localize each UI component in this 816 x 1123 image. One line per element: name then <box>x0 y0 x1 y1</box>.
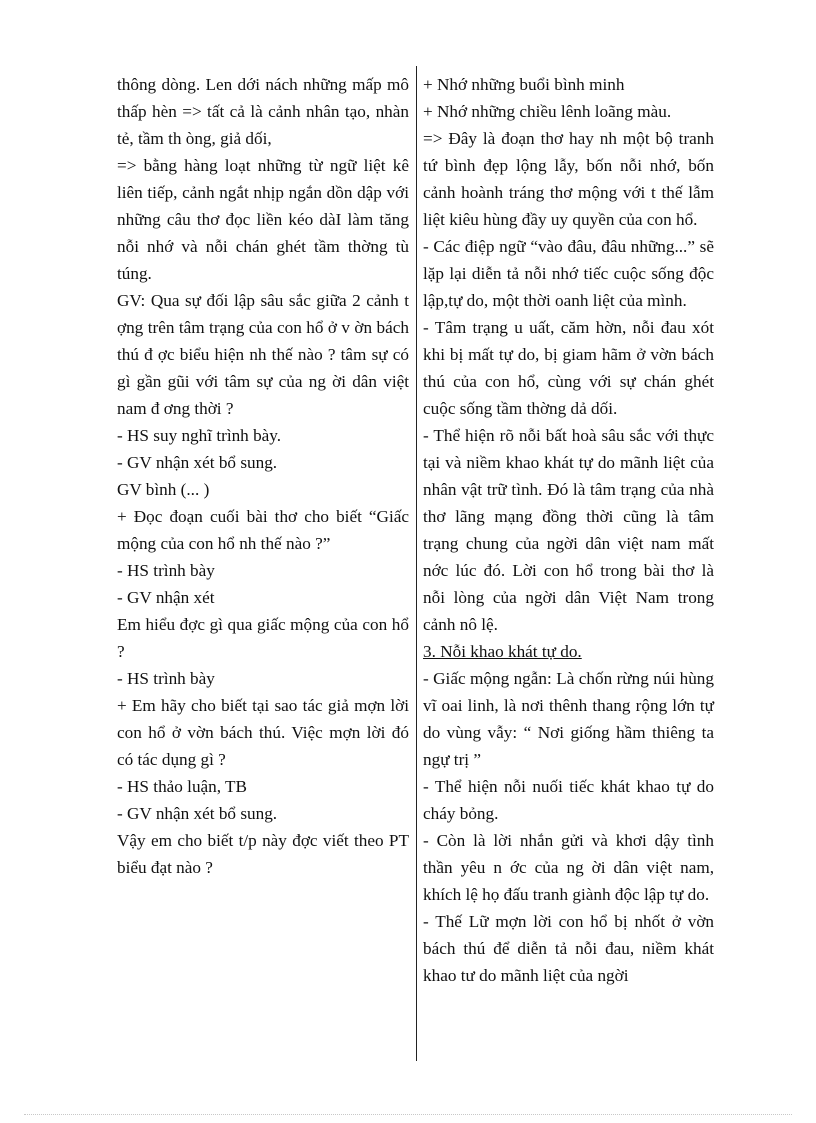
paragraph: + Nhớ những chiều lênh loãng màu. <box>423 102 672 121</box>
paragraph: + Đọc đoạn cuối bài thơ cho biết “Giấc mộng của con hổ nh thế nào ?” <box>117 507 409 553</box>
paragraph: - Giấc mộng ngẫn: Là chốn rừng núi hùng vĩ oai linh, là nơi thênh thang rộng lớn tự do vùng vẫy: “ Nơi giống hầm thiêng ta ngự trị ” <box>423 669 714 769</box>
paragraph: => Đây là đoạn thơ hay nh một bộ tranh tứ bình đẹp lộng lẫy, bốn nỗi nhớ, bốn cảnh hoành tráng thơ mộng với t thế lẫm liệt kiêu hùng đầy uy quyền của con hổ. <box>423 129 714 229</box>
paragraph: => bằng hàng loạt những từ ngữ liệt kê liên tiếp, cảnh ngắt nhịp ngắn dồn dập với những câu thơ đọc liền kéo dàI làm tăng nỗi nhớ và nỗi chán ghét tầm thờng tù túng. <box>117 156 409 283</box>
page-bottom-rule <box>24 1114 792 1115</box>
paragraph: - GV nhận xét <box>117 588 215 607</box>
paragraph: - Thể hiện rõ nỗi bất hoà sâu sắc với thực tại và niềm khao khát tự do mãnh liệt của nhân vật trữ tình. Đó là tâm trạng của nhà thơ lãng mạng đồng thời cũng là tâm trạng chung của ngời dân việt nam mất nớc lúc đó. Lời con hổ trong bài thơ là nỗi lòng của ngời dân Việt Nam trong cảnh nô lệ. <box>423 426 714 634</box>
right-column <box>423 71 714 989</box>
paragraph: Vậy em cho biết t/p này đợc viết theo PT biểu đạt nào ? <box>117 831 409 877</box>
paragraph: - Các điệp ngữ “vào đâu, đâu những...” sẽ lặp lại diễn tả nỗi nhớ tiếc cuộc sống độc lập,tự do, một thời oanh liệt của mình. <box>423 237 714 310</box>
paragraph: GV: Qua sự đối lập sâu sắc giữa 2 cảnh t ợng trên tâm trạng của con hổ ở v ờn bách thú đ ợc biểu hiện nh thế nào ? tâm sự có gì gần gũi với tâm sự của ng ời dân việt nam đ ơng thời ? <box>117 291 409 418</box>
paragraph: Em hiểu đợc gì qua giấc mộng của con hổ ? <box>117 615 409 661</box>
paragraph: - HS trình bày <box>117 669 215 688</box>
paragraph: - Thế Lữ mợn lời con hổ bị nhốt ở vờn bách thú để diễn tả nỗi đau, niềm khát khao tư do mãnh liệt của ngời <box>423 912 714 985</box>
section-heading: 3. Nỗi khao khát tự do. <box>423 642 582 661</box>
paragraph: - Tâm trạng u uất, căm hờn, nỗi đau xót khi bị mất tự do, bị giam hãm ở vờn bách thú của con hổ, cùng với sự chán ghét cuộc sống tầm thờng dả dối. <box>423 318 714 418</box>
left-column <box>117 71 409 881</box>
paragraph: - Thể hiện nỗi nuối tiếc khát khao tự do cháy bỏng. <box>423 777 714 823</box>
paragraph: - Còn là lời nhắn gửi và khơi dậy tình thần yêu n ớc của ng ời dân việt nam, khích lệ họ đấu tranh giành độc lập tự do. <box>423 831 714 904</box>
paragraph: + Em hãy cho biết tại sao tác giả mợn lời con hổ ở vờn bách thú. Việc mợn lời đó có tác dụng gì ? <box>117 696 409 769</box>
paragraph: GV bình (... ) <box>117 480 210 499</box>
paragraph: - GV nhận xét bổ sung. <box>117 804 278 823</box>
paragraph: thông dòng. Len dới nách những mấp mô thấp hèn => tất cả là cảnh nhân tạo, nhàn tẻ, tầm th òng, giả dối, <box>117 75 409 148</box>
paragraph: + Nhớ những buổi bình minh <box>423 75 625 94</box>
paragraph: - HS suy nghĩ trình bày. <box>117 426 282 445</box>
paragraph: - HS trình bày <box>117 561 215 580</box>
paragraph: - HS thảo luận, TB <box>117 777 248 796</box>
column-divider <box>416 66 417 1061</box>
paragraph: - GV nhận xét bổ sung. <box>117 453 278 472</box>
